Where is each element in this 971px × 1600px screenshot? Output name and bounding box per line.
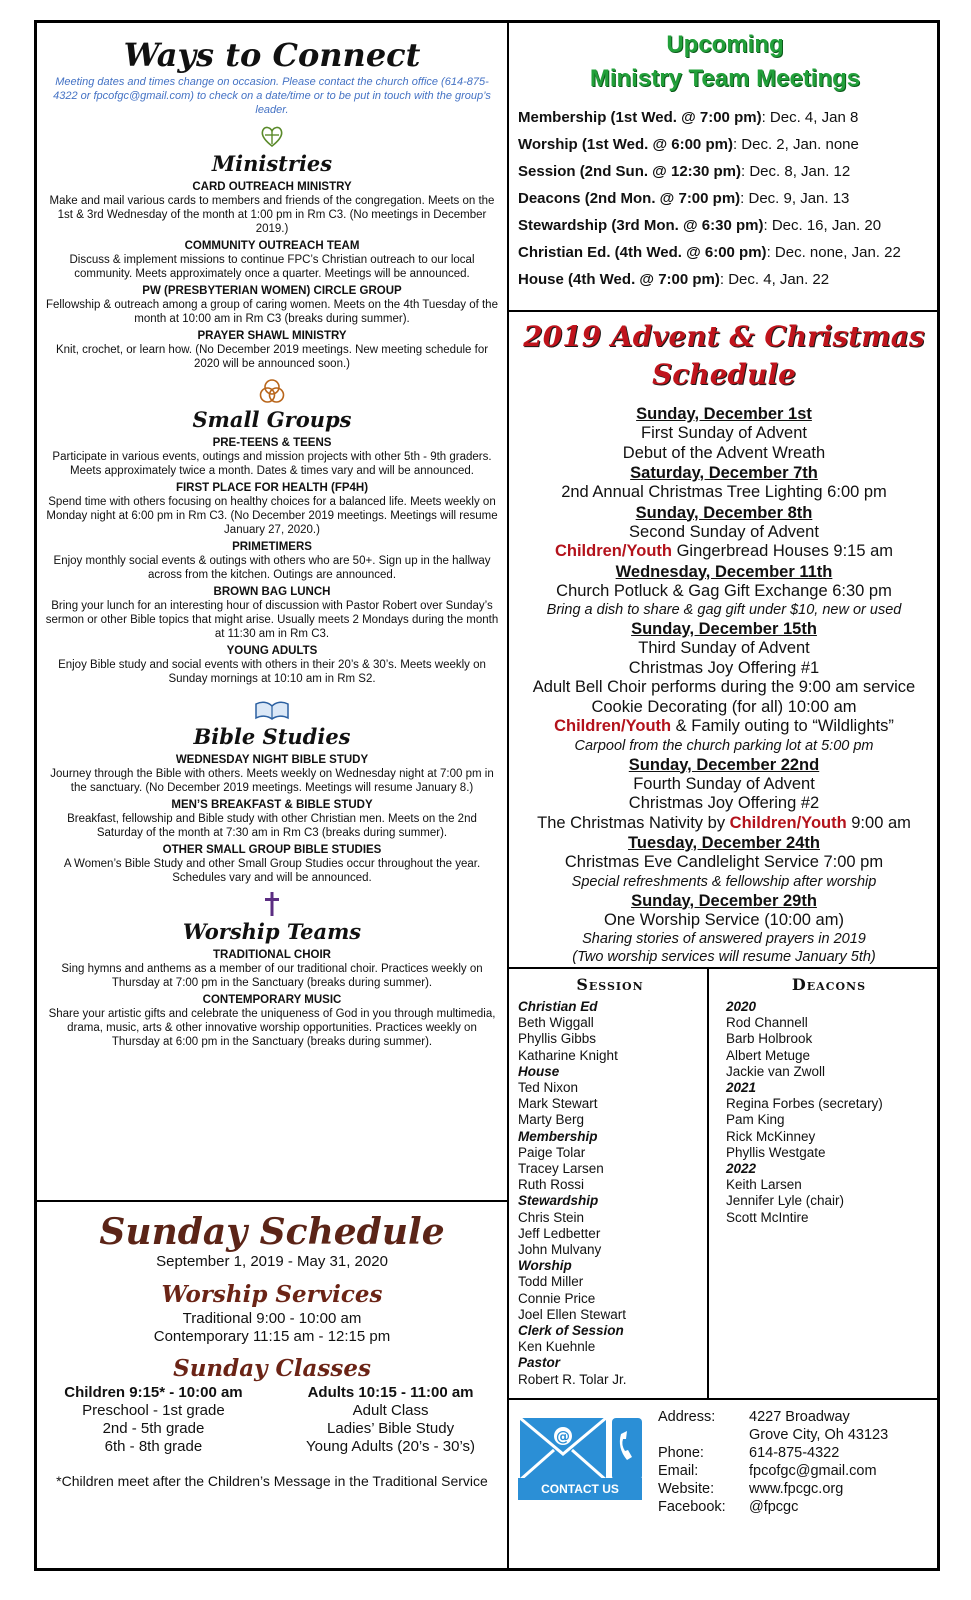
roster-heading: Christian Ed bbox=[518, 999, 598, 1014]
deacons-list bbox=[726, 999, 932, 1226]
advent-text: Cookie Decorating (for all) 10:00 am bbox=[591, 697, 857, 716]
item-name: TRADITIONAL CHOIR bbox=[213, 949, 331, 962]
advent-text: Second Sunday of Advent bbox=[629, 522, 819, 541]
item-name: MEN’S BREAKFAST & BIBLE STUDY bbox=[171, 799, 373, 812]
contact-label: Phone: bbox=[658, 1445, 704, 1461]
adult-classes bbox=[281, 1384, 500, 1456]
advent-text: Gingerbread Houses 9:15 am bbox=[671, 542, 894, 560]
meeting-dates: : Dec. 4, Jan. 22 bbox=[719, 271, 830, 288]
ways-to-connect bbox=[44, 38, 500, 1049]
divider-left bbox=[36, 1200, 508, 1202]
item-name: CONTEMPORARY MUSIC bbox=[202, 994, 342, 1007]
bible-studies-title: Bible Studies bbox=[193, 724, 351, 750]
advent-text: Third Sunday of Advent bbox=[638, 639, 810, 657]
roster-name: Albert Metuge bbox=[726, 1047, 811, 1063]
deacons-title: Deacons bbox=[791, 975, 867, 994]
item-desc: Spend time with others focusing on healthy choices for a balanced life. Meets weekly on Monday night at 6:00 pm in Rm C3. (No December 2019 meetings. Meetings will resume January 27, 2020.) bbox=[46, 496, 498, 537]
advent-text: First Sunday of Advent bbox=[640, 424, 807, 442]
roster-name: Connie Price bbox=[518, 1290, 596, 1306]
meetings-list bbox=[518, 104, 932, 293]
roster-name: John Mulvany bbox=[518, 1242, 602, 1258]
class-line: Ladies’ Bible Study bbox=[327, 1420, 455, 1437]
advent-line bbox=[512, 424, 936, 444]
advent-text: Church Potluck & Gag Gift Exchange 6:30 pm bbox=[556, 581, 892, 600]
advent-text: The Christmas Nativity by bbox=[537, 813, 730, 832]
advent-line bbox=[512, 582, 936, 602]
advent-line bbox=[512, 483, 936, 503]
contact-value: @fpcgc bbox=[749, 1499, 799, 1515]
meeting-label: Stewardship (3rd Mon. @ 6:30 pm) bbox=[518, 217, 764, 234]
session-list bbox=[518, 999, 702, 1388]
meeting-dates: : Dec. 2, Jan. none bbox=[732, 136, 859, 153]
meeting-row bbox=[518, 212, 932, 239]
contact-value: 614-875-4322 bbox=[749, 1445, 840, 1461]
roster-name: Rick McKinney bbox=[726, 1128, 816, 1144]
meeting-row bbox=[518, 131, 932, 158]
bible-studies-list bbox=[44, 753, 500, 885]
contact-row bbox=[658, 1498, 938, 1516]
advent-title: 2019 Advent & Christmas Schedule bbox=[523, 320, 925, 391]
advent-day-heading: Saturday, December 7th bbox=[630, 464, 818, 482]
item-desc: Bring your lunch for an interesting hour of discussion with Pastor Robert over Sunday’s sermon or other Bible topics that might arise. Usually meets 2 Mondays during the month at 11:30 am in Rm C3. bbox=[45, 600, 499, 641]
sunday-classes-title: Sunday Classes bbox=[173, 1355, 371, 1382]
advent-note: Special refreshments & fellowship after worship bbox=[571, 873, 877, 890]
item-name: PRIMETIMERS bbox=[232, 541, 312, 554]
advent-note: Carpool from the church parking lot at 5:00 pm bbox=[574, 737, 874, 754]
advent-note: (Two worship services will resume January 5th) bbox=[572, 949, 876, 965]
item-desc: Enjoy Bible study and social events with others in their 20’s & 30’s. Meets weekly on Sunday mornings at 10:10 am in Rm S2. bbox=[58, 659, 486, 686]
worship-line: Traditional 9:00 - 10:00 am bbox=[182, 1310, 362, 1327]
class-line: Young Adults (20’s - 30’s) bbox=[306, 1438, 476, 1455]
item-name: YOUNG ADULTS bbox=[226, 645, 318, 658]
roster-heading: 2021 bbox=[726, 1080, 757, 1096]
trinity-rings-icon bbox=[258, 377, 286, 405]
advent-line bbox=[512, 523, 936, 543]
roster-name: Keith Larsen bbox=[726, 1177, 802, 1193]
roster-heading: Stewardship bbox=[518, 1193, 599, 1209]
cross-icon bbox=[264, 891, 280, 917]
roster-name: Jennifer Lyle (chair) bbox=[726, 1193, 845, 1209]
upcoming-title-2: Ministry Team Meetings bbox=[589, 65, 861, 92]
contact-value: 4227 Broadway bbox=[749, 1409, 850, 1425]
meeting-dates: : Dec. 16, Jan. 20 bbox=[763, 217, 882, 234]
children-classes bbox=[44, 1384, 263, 1456]
advent-day-heading: Sunday, December 1st bbox=[636, 405, 812, 423]
roster-name: Marty Berg bbox=[518, 1112, 585, 1128]
contact-row bbox=[658, 1426, 938, 1444]
advent-text: & Family outing to “Wildlights” bbox=[671, 717, 894, 735]
roster-name: Joel Ellen Stewart bbox=[518, 1306, 627, 1322]
class-line: Preschool - 1st grade bbox=[82, 1402, 225, 1419]
adults-head: Adults 10:15 - 11:00 am bbox=[307, 1384, 474, 1401]
roster-name: Katharine Knight bbox=[518, 1047, 618, 1063]
sunday-schedule-title: Sunday Schedule bbox=[99, 1211, 445, 1253]
ways-title: Ways to Connect bbox=[123, 36, 421, 74]
item-desc: Knit, crochet, or learn how. (No December 2019 meetings. New meeting schedule for 2020 will be announced soon.) bbox=[55, 344, 489, 371]
meeting-label: Membership (1st Wed. @ 7:00 pm) bbox=[518, 109, 762, 126]
ministries-list bbox=[44, 180, 500, 371]
roster-name: Scott McIntire bbox=[726, 1209, 809, 1225]
divider-right-1 bbox=[508, 310, 938, 312]
advent-note: Bring a dish to share & gag gift under $10, new or used bbox=[546, 602, 902, 618]
advent-line bbox=[512, 717, 936, 737]
roster-heading: Clerk of Session bbox=[518, 1323, 624, 1339]
advent-day-heading: Sunday, December 29th bbox=[631, 891, 817, 910]
worship-teams-list bbox=[44, 948, 500, 1049]
advent-line bbox=[512, 775, 936, 795]
ministries-title: Ministries bbox=[211, 151, 333, 177]
roster-divider bbox=[707, 968, 709, 1399]
contact-label: Website: bbox=[658, 1481, 715, 1497]
meeting-row bbox=[518, 239, 932, 266]
item-desc: Participate in various events, outings and mission projects with other 5th - 9th graders. Meets approximately twice a month. Dates & times vary and will be announced. bbox=[52, 451, 492, 478]
advent-line bbox=[512, 853, 936, 873]
session-title: Session bbox=[576, 975, 644, 994]
contact-value: www.fpcgc.org bbox=[749, 1481, 844, 1497]
meeting-label: Christian Ed. (4th Wed. @ 6:00 pm) bbox=[518, 244, 767, 261]
item-desc: Fellowship & outreach among a group of caring women. Meets on the 4th Tuesday of the month at 10:00 am in Rm C3 (breaks during summer). bbox=[46, 299, 498, 326]
roster-name: Jackie van Zwoll bbox=[726, 1063, 826, 1079]
roster-heading: Worship bbox=[518, 1258, 572, 1274]
divider-right-2 bbox=[508, 967, 938, 969]
session-roster bbox=[518, 974, 702, 1388]
roster-heading: Membership bbox=[518, 1128, 598, 1144]
heart-cross-icon bbox=[259, 123, 285, 149]
advent-line bbox=[512, 444, 936, 464]
open-bible-icon bbox=[254, 696, 290, 722]
meeting-label: Deacons (2nd Mon. @ 7:00 pm) bbox=[518, 190, 741, 207]
roster-name: Ruth Rossi bbox=[518, 1177, 585, 1193]
item-name: CARD OUTREACH MINISTRY bbox=[192, 181, 352, 194]
item-desc: Journey through the Bible with others. Meets weekly on Wednesday night at 7:00 pm in the sanctuary. (No December 2019 meetings. Meetings will resume January 8.) bbox=[50, 768, 494, 795]
contact-row bbox=[658, 1462, 938, 1480]
class-line: 6th - 8th grade bbox=[104, 1438, 203, 1455]
advent-line bbox=[512, 639, 936, 659]
advent-line bbox=[512, 659, 936, 679]
meeting-label: Worship (1st Wed. @ 6:00 pm) bbox=[518, 136, 733, 153]
meeting-dates: : Dec. 8, Jan. 12 bbox=[741, 163, 851, 180]
contact-graphic bbox=[518, 1416, 650, 1507]
item-desc: Breakfast, fellowship and Bible study with other Christian men. Meets on the 2nd Saturday of the month at 7:30 am in Rm C3 (breaks during summer). bbox=[67, 813, 477, 840]
advent-day-heading: Sunday, December 22nd bbox=[628, 755, 820, 774]
item-desc: Share your artistic gifts and celebrate the uniqueness of God in you through multimedia, drama, music, arts & other innovative worship opportunities. Practices weekly on Thursday at 6:00 pm in the Sanctuary (breaks during summer). bbox=[48, 1008, 496, 1049]
sunday-dates: September 1, 2019 - May 31, 2020 bbox=[156, 1253, 388, 1270]
roster-name: Rod Channell bbox=[726, 1015, 808, 1031]
item-name: WEDNESDAY NIGHT BIBLE STUDY bbox=[175, 754, 369, 767]
advent-day-heading: Tuesday, December 24th bbox=[628, 834, 820, 852]
ways-note: Meeting dates and times change on occasion. Please contact the church office (614-875-4322 or fpcofgc@gmail.com) to check on a date/time or to be put in touch with the group’s leader. bbox=[53, 76, 491, 117]
contact-row bbox=[658, 1408, 938, 1426]
upcoming-meetings bbox=[518, 28, 932, 293]
contact-label: Facebook: bbox=[658, 1499, 726, 1515]
roster-name: Mark Stewart bbox=[518, 1096, 598, 1112]
item-name: COMMUNITY OUTREACH TEAM bbox=[184, 240, 360, 253]
worship-teams-title: Worship Teams bbox=[182, 919, 362, 945]
meeting-dates: : Dec. none, Jan. 22 bbox=[766, 244, 901, 261]
svg-text:@: @ bbox=[556, 1429, 570, 1445]
item-desc: Make and mail various cards to members and friends of the congregation. Meets on the 1st & 3rd Wednesday of the month at 1:00 pm in Rm C3. (No meetings in December 2019.) bbox=[49, 195, 495, 236]
advent-day-heading: Sunday, December 15th bbox=[631, 620, 817, 638]
roster-name: Paige Tolar bbox=[518, 1144, 586, 1160]
deacons-roster bbox=[726, 974, 932, 1226]
meeting-row bbox=[518, 104, 932, 131]
divider-right-3 bbox=[508, 1398, 938, 1400]
item-desc: Sing hymns and anthems as a member of our traditional choir. Practices weekly on Thursday at 7:00 pm in the Sanctuary (breaks during summer). bbox=[61, 963, 483, 990]
contact-row bbox=[658, 1480, 938, 1498]
advent-text: 9:00 am bbox=[846, 813, 911, 832]
meeting-row bbox=[518, 158, 932, 185]
small-groups-title: Small Groups bbox=[192, 407, 352, 433]
roster-name: Ted Nixon bbox=[518, 1080, 579, 1096]
roster-name: Phyllis Westgate bbox=[726, 1144, 826, 1160]
contact-row bbox=[658, 1444, 938, 1462]
advent-line bbox=[512, 911, 936, 931]
highlight-label: Children/Youth bbox=[729, 813, 847, 832]
contact-value: fpcofgc@gmail.com bbox=[749, 1463, 877, 1479]
contact-value: Grove City, Oh 43123 bbox=[749, 1427, 889, 1443]
highlight-label: Children/Youth bbox=[554, 717, 672, 735]
contact-us-banner: CONTACT US bbox=[518, 1478, 642, 1500]
classes-table bbox=[44, 1384, 500, 1456]
advent-line bbox=[512, 814, 936, 834]
item-name: PRAYER SHAWL MINISTRY bbox=[197, 330, 347, 343]
advent-text: Adult Bell Choir performs during the 9:00 am service bbox=[532, 678, 916, 696]
meeting-row bbox=[518, 266, 932, 293]
sunday-schedule bbox=[44, 1206, 500, 1490]
meeting-dates: : Dec. 4, Jan 8 bbox=[761, 109, 859, 126]
item-name: FIRST PLACE FOR HEALTH (FP4H) bbox=[175, 482, 369, 495]
item-name: BROWN BAG LUNCH bbox=[213, 586, 331, 599]
roster-name: Chris Stein bbox=[518, 1209, 585, 1225]
roster-name: Ken Kuehnle bbox=[518, 1339, 596, 1355]
roster-name: Todd Miller bbox=[518, 1274, 584, 1290]
roster-name: Beth Wiggall bbox=[518, 1015, 594, 1031]
advent-note: Sharing stories of answered prayers in 2019 bbox=[582, 931, 866, 947]
advent-text: Christmas Eve Candlelight Service 7:00 pm bbox=[564, 853, 884, 871]
children-note: *Children meet after the Children’s Message in the Traditional Service bbox=[56, 1473, 488, 1489]
meeting-row bbox=[518, 185, 932, 212]
item-desc: Enjoy monthly social events & outings with others who are 50+. Sign up in the hallway across from the kitchen. Outings are announced. bbox=[53, 555, 491, 582]
advent-text: Fourth Sunday of Advent bbox=[633, 774, 815, 793]
item-desc: Discuss & implement missions to continue FPC’s Christian outreach to our local community. Meets approximately once a quarter. Meetings will be announced. bbox=[69, 254, 475, 281]
class-line: Adult Class bbox=[352, 1402, 429, 1419]
contact-label: Address: bbox=[658, 1409, 716, 1425]
roster-name: Jeff Ledbetter bbox=[518, 1225, 601, 1241]
contact-label: Email: bbox=[658, 1463, 699, 1479]
advent-line bbox=[512, 698, 936, 718]
roster-name: Barb Holbrook bbox=[726, 1031, 813, 1047]
advent-text: 2nd Annual Christmas Tree Lighting 6:00 pm bbox=[561, 483, 887, 501]
meeting-label: House (4th Wed. @ 7:00 pm) bbox=[518, 271, 720, 288]
upcoming-title-1: Upcoming bbox=[666, 31, 784, 58]
roster-name: Regina Forbes (secretary) bbox=[726, 1096, 883, 1112]
advent-text: Christmas Joy Offering #1 bbox=[628, 658, 820, 677]
roster-heading: House bbox=[518, 1063, 560, 1079]
column-divider bbox=[507, 22, 509, 1569]
advent-schedule bbox=[512, 318, 936, 966]
advent-line bbox=[512, 678, 936, 698]
contact-label bbox=[658, 1426, 749, 1444]
advent-text: Christmas Joy Offering #2 bbox=[628, 794, 820, 812]
advent-day-heading: Wednesday, December 11th bbox=[615, 562, 833, 581]
roster-name: Robert R. Tolar Jr. bbox=[518, 1371, 627, 1387]
worship-line: Contemporary 11:15 am - 12:15 pm bbox=[153, 1328, 391, 1345]
item-desc: A Women’s Bible Study and other Small Group Studies occur throughout the year. Schedules vary and will be announced. bbox=[63, 858, 481, 885]
roster-name: Phyllis Gibbs bbox=[518, 1031, 597, 1047]
highlight-label: Children/Youth bbox=[554, 542, 672, 560]
meeting-dates: : Dec. 9, Jan. 13 bbox=[740, 190, 850, 207]
roster-heading: Pastor bbox=[518, 1355, 561, 1371]
item-name: PW (PRESBYTERIAN WOMEN) CIRCLE GROUP bbox=[142, 285, 402, 298]
roster-heading: 2022 bbox=[726, 1161, 757, 1177]
advent-line bbox=[512, 542, 936, 562]
roster-name: Pam King bbox=[726, 1112, 785, 1128]
advent-day-heading: Sunday, December 8th bbox=[635, 503, 813, 522]
worship-services-title: Worship Services bbox=[161, 1281, 383, 1308]
item-name: PRE-TEENS & TEENS bbox=[212, 437, 332, 450]
roster-heading: 2020 bbox=[726, 999, 757, 1014]
contact-info bbox=[658, 1408, 938, 1516]
advent-list bbox=[512, 404, 936, 966]
class-line: 2nd - 5th grade bbox=[102, 1420, 205, 1437]
advent-text: One Worship Service (10:00 am) bbox=[604, 910, 844, 929]
item-name: OTHER SMALL GROUP BIBLE STUDIES bbox=[162, 844, 382, 857]
advent-text: Debut of the Advent Wreath bbox=[622, 443, 826, 462]
meeting-label: Session (2nd Sun. @ 12:30 pm) bbox=[518, 163, 742, 180]
roster-name: Tracey Larsen bbox=[518, 1161, 604, 1177]
children-head: Children 9:15* - 10:00 am bbox=[64, 1384, 243, 1401]
advent-line bbox=[512, 794, 936, 814]
small-groups-list bbox=[44, 436, 500, 686]
